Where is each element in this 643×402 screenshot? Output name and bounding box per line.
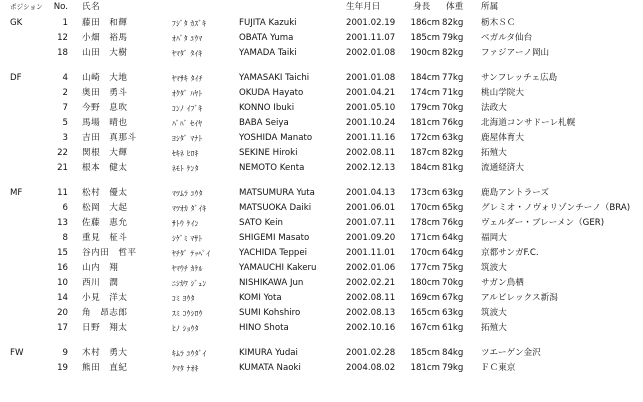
player-height: 187cm	[410, 147, 440, 158]
player-height: 173cm	[410, 187, 440, 198]
player-dob: 2001.02.28	[346, 347, 396, 358]
player-row	[0, 131, 643, 146]
player-name-roman: YAMAUCHI Kakeru	[239, 262, 317, 273]
player-row	[0, 346, 643, 361]
player-number: 10	[57, 277, 68, 288]
player-number: 2	[62, 87, 68, 98]
player-row	[0, 146, 643, 161]
player-club: ヴェルダー・ブレーメン（GER)	[481, 217, 605, 228]
player-name: 山内 翔	[82, 262, 119, 273]
player-number: 16	[57, 262, 68, 273]
player-name: 奥田 勇斗	[82, 87, 128, 98]
player-row	[0, 46, 643, 61]
player-height: 185cm	[410, 32, 440, 43]
player-club: ＦＣ東京	[481, 362, 516, 373]
player-weight: 61kg	[442, 322, 464, 333]
player-weight: 65kg	[442, 202, 464, 213]
player-weight: 70kg	[442, 102, 464, 113]
player-name-kana: ﾔﾏｳﾁ ｶｹﾙ	[172, 263, 203, 273]
player-height: 186cm	[410, 17, 440, 28]
player-name-roman: YAMADA Taiki	[239, 47, 297, 58]
player-height: 170cm	[410, 247, 440, 258]
player-name-roman: MATSUMURA Yuta	[239, 187, 315, 198]
player-name-kana: ｺﾐ ﾖｳﾀ	[172, 293, 195, 303]
player-weight: 76kg	[442, 117, 464, 128]
player-weight: 79kg	[442, 362, 464, 373]
player-weight: 82kg	[442, 17, 464, 28]
player-number: 20	[57, 307, 68, 318]
player-height: 171cm	[410, 232, 440, 243]
player-club: 京都サンガF.C.	[481, 247, 539, 258]
player-club: 北海道コンサドーレ札幌	[481, 117, 576, 128]
player-number: 3	[62, 132, 68, 143]
player-dob: 2001.01.08	[346, 72, 396, 83]
player-weight: 63kg	[442, 132, 464, 143]
player-height: 180cm	[410, 277, 440, 288]
player-height: 185cm	[410, 347, 440, 358]
player-club: 桃山学院大	[481, 87, 524, 98]
player-row	[0, 306, 643, 321]
position-label: GK	[10, 17, 23, 28]
player-weight: 82kg	[442, 147, 464, 158]
player-height: 181cm	[410, 362, 440, 373]
player-name: 佐藤 恵允	[82, 217, 128, 228]
player-club: 鹿島アントラーズ	[481, 187, 549, 198]
player-row	[0, 231, 643, 246]
player-height: 179cm	[410, 102, 440, 113]
header-dob: 生年月日	[346, 2, 381, 12]
player-number: 17	[57, 322, 68, 333]
player-name-kana: ﾋﾉ ｼｮｳﾀ	[172, 323, 199, 333]
player-weight: 84kg	[442, 347, 464, 358]
player-club: ファジアーノ岡山	[481, 47, 550, 58]
player-dob: 2004.08.02	[346, 362, 396, 373]
player-dob: 2002.08.11	[346, 292, 396, 303]
player-name-kana: ﾊﾞﾊﾞ ｾｲﾔ	[172, 118, 203, 128]
player-number: 1	[62, 17, 68, 28]
player-name-kana: ﾏﾂﾑﾗ ﾕｳﾀ	[172, 188, 203, 198]
player-name: 根本 健太	[82, 162, 128, 173]
player-height: 181cm	[410, 117, 440, 128]
player-name-kana: ﾖｼﾀﾞ ﾏﾅﾄ	[172, 133, 203, 143]
player-row	[0, 16, 643, 31]
player-name-kana: ｺﾝﾉ ｲﾌﾞｷ	[172, 103, 203, 113]
player-height: 190cm	[410, 47, 440, 58]
player-name-kana: ﾌｼﾞﾀ ｶｽﾞｷ	[172, 18, 207, 28]
player-club: 拓殖大	[481, 322, 507, 333]
player-number: 4	[62, 72, 68, 83]
player-name-kana: ﾏﾂｵｶ ﾀﾞｲｷ	[172, 203, 207, 213]
player-dob: 2001.05.10	[346, 102, 396, 113]
header-weight: 体重	[446, 2, 464, 12]
player-name: 小見 洋太	[82, 292, 128, 303]
player-name: 熊田 直紀	[82, 362, 128, 373]
player-name-kana: ｾｷﾈ ﾋﾛｷ	[172, 148, 199, 158]
position-label: FW	[10, 347, 24, 358]
player-height: 172cm	[410, 132, 440, 143]
player-height: 178cm	[410, 217, 440, 228]
player-row	[0, 201, 643, 216]
player-row	[0, 216, 643, 231]
player-row	[0, 31, 643, 46]
player-weight: 76kg	[442, 217, 464, 228]
player-name-roman: YACHIDA Teppei	[239, 247, 308, 258]
player-weight: 71kg	[442, 87, 464, 98]
player-name: 関根 大輝	[82, 147, 128, 158]
player-name: 藤田 和輝	[82, 17, 128, 28]
player-height: 165cm	[410, 307, 440, 318]
player-number: 14	[57, 292, 68, 303]
player-height: 174cm	[410, 87, 440, 98]
player-row	[0, 261, 643, 276]
player-name-roman: KOMI Yota	[239, 292, 282, 303]
player-row	[0, 101, 643, 116]
player-club: グレミオ・ノヴォリゾンチーノ（BRA)	[481, 202, 631, 213]
player-weight: 67kg	[442, 292, 464, 303]
player-number: 6	[62, 202, 68, 213]
player-dob: 2001.06.01	[346, 202, 396, 213]
player-number: 11	[57, 187, 68, 198]
player-name-kana: ﾔﾏﾀﾞ ﾀｲｷ	[172, 48, 203, 58]
player-name: 小畑 裕馬	[82, 32, 128, 43]
player-club: 栃木ＳＣ	[481, 17, 516, 28]
player-weight: 75kg	[442, 262, 464, 273]
player-name-kana: ﾆｼｶﾜ ｼﾞｭﾝ	[172, 278, 207, 288]
player-name: 山崎 大地	[82, 72, 128, 83]
player-height: 184cm	[410, 162, 440, 173]
player-dob: 2001.10.24	[346, 117, 396, 128]
player-row	[0, 186, 643, 201]
player-name-roman: FUJITA Kazuki	[239, 17, 297, 28]
player-name-kana: ｻﾄｳ ｹｲﾝ	[172, 218, 199, 228]
player-name-roman: NISHIKAWA Jun	[239, 277, 304, 288]
header-position: ポジション	[10, 3, 43, 11]
player-row	[0, 361, 643, 376]
player-number: 12	[57, 32, 68, 43]
player-number: 7	[62, 102, 68, 113]
player-dob: 2001.07.11	[346, 217, 396, 228]
player-name: 吉田 真那斗	[82, 132, 137, 143]
player-name-roman: YAMASAKI Taichi	[239, 72, 310, 83]
player-row	[0, 291, 643, 306]
player-club: サガン鳥栖	[481, 277, 524, 288]
player-dob: 2001.04.21	[346, 87, 396, 98]
player-dob: 2002.08.11	[346, 147, 396, 158]
player-club: サンフレッチェ広島	[481, 72, 558, 83]
player-name: 今野 息吹	[82, 102, 128, 113]
player-name-kana: ｽﾐ ｺｳｼﾛｳ	[172, 308, 203, 318]
player-row	[0, 116, 643, 131]
player-name: 角 昂志郎	[82, 307, 128, 318]
player-name: 谷内田 哲平	[82, 247, 137, 258]
player-name: 重見 柾斗	[82, 232, 128, 243]
player-name-roman: BABA Seiya	[239, 117, 289, 128]
player-dob: 2001.04.13	[346, 187, 396, 198]
player-number: 8	[62, 232, 68, 243]
player-club: 拓殖大	[481, 147, 507, 158]
player-dob: 2001.11.07	[346, 32, 396, 43]
player-name-roman: SEKINE Hiroki	[239, 147, 298, 158]
player-name-kana: ｼｹﾞﾐ ﾏｻﾄ	[172, 233, 203, 243]
player-weight: 64kg	[442, 247, 464, 258]
player-club: 福岡大	[481, 232, 507, 243]
player-name-kana: ﾔﾁﾀﾞ ﾃｯﾍﾟｲ	[172, 248, 211, 258]
player-name-roman: MATSUOKA Daiki	[239, 202, 312, 213]
header-number: No.	[53, 2, 68, 12]
player-name-kana: ﾈﾓﾄ ｹﾝﾀ	[172, 163, 199, 173]
player-dob: 2002.02.21	[346, 277, 396, 288]
player-club: アルビレックス新潟	[481, 292, 558, 303]
player-name-roman: SUMI Kohshiro	[239, 307, 301, 318]
player-name-roman: YOSHIDA Manato	[239, 132, 313, 143]
player-number: 21	[57, 162, 68, 173]
player-number: 15	[57, 247, 68, 258]
player-name-roman: KONNO Ibuki	[239, 102, 295, 113]
player-name: 木村 勇大	[82, 347, 128, 358]
player-weight: 77kg	[442, 72, 464, 83]
player-dob: 2002.01.08	[346, 47, 396, 58]
player-dob: 2001.09.20	[346, 232, 396, 243]
player-weight: 81kg	[442, 162, 464, 173]
player-name: 山田 大樹	[82, 47, 128, 58]
player-name-kana: ｵﾊﾞﾀ ﾕｳﾏ	[172, 33, 203, 43]
player-number: 9	[62, 347, 68, 358]
player-weight: 64kg	[442, 232, 464, 243]
player-dob: 2002.12.13	[346, 162, 396, 173]
player-name-roman: OBATA Yuma	[239, 32, 294, 43]
player-height: 170cm	[410, 202, 440, 213]
player-row	[0, 86, 643, 101]
player-dob: 2001.11.16	[346, 132, 396, 143]
player-height: 177cm	[410, 262, 440, 273]
header-club: 所属	[481, 2, 499, 12]
player-club: 筑波大	[481, 262, 507, 273]
player-name: 日野 翔太	[82, 322, 128, 333]
player-name-roman: SHIGEMI Masato	[239, 232, 310, 243]
player-club: 法政大	[481, 102, 507, 113]
player-weight: 70kg	[442, 277, 464, 288]
player-club: 流通経済大	[481, 162, 524, 173]
player-name-kana: ｷﾑﾗ ﾕｳﾀﾞｲ	[172, 348, 207, 358]
player-number: 19	[57, 362, 68, 373]
position-label: MF	[10, 187, 23, 198]
player-number: 5	[62, 117, 68, 128]
player-name-roman: SATO Kein	[239, 217, 283, 228]
player-dob: 2002.10.16	[346, 322, 396, 333]
player-name-roman: OKUDA Hayato	[239, 87, 304, 98]
player-dob: 2001.11.01	[346, 247, 396, 258]
player-weight: 63kg	[442, 187, 464, 198]
player-name: 松岡 大起	[82, 202, 128, 213]
player-dob: 2001.02.19	[346, 17, 396, 28]
player-dob: 2002.08.13	[346, 307, 396, 318]
player-dob: 2002.01.06	[346, 262, 396, 273]
player-weight: 82kg	[442, 47, 464, 58]
player-height: 167cm	[410, 322, 440, 333]
player-weight: 79kg	[442, 32, 464, 43]
player-name-roman: KIMURA Yudai	[239, 347, 298, 358]
player-row	[0, 276, 643, 291]
table-header	[0, 0, 643, 15]
player-row	[0, 71, 643, 86]
player-row	[0, 161, 643, 176]
player-name-roman: NEMOTO Kenta	[239, 162, 305, 173]
player-name-roman: HINO Shota	[239, 322, 289, 333]
player-name-kana: ｸﾏﾀ ﾅｵｷ	[172, 363, 199, 373]
player-name: 馬場 晴也	[82, 117, 128, 128]
player-name: 西川 潤	[82, 277, 119, 288]
player-name-kana: ｵｸﾀﾞ ﾊﾔﾄ	[172, 88, 203, 98]
player-club: 鹿屋体育大	[481, 132, 524, 143]
player-height: 184cm	[410, 72, 440, 83]
header-name: 氏名	[82, 2, 101, 12]
player-club: ベガルタ仙台	[481, 32, 533, 43]
player-club: 筑波大	[481, 307, 507, 318]
player-row	[0, 321, 643, 336]
player-name-kana: ﾔﾏｻｷ ﾀｲﾁ	[172, 73, 203, 83]
position-label: DF	[10, 72, 22, 83]
player-number: 13	[57, 217, 68, 228]
player-height: 169cm	[410, 292, 440, 303]
player-weight: 63kg	[442, 307, 464, 318]
player-number: 18	[57, 47, 68, 58]
player-club: ツエーゲン金沢	[481, 347, 541, 358]
player-name-roman: KUMATA Naoki	[239, 362, 301, 373]
header-height: 身長	[413, 2, 431, 12]
player-name: 松村 優太	[82, 187, 128, 198]
player-number: 22	[57, 147, 68, 158]
player-row	[0, 246, 643, 261]
